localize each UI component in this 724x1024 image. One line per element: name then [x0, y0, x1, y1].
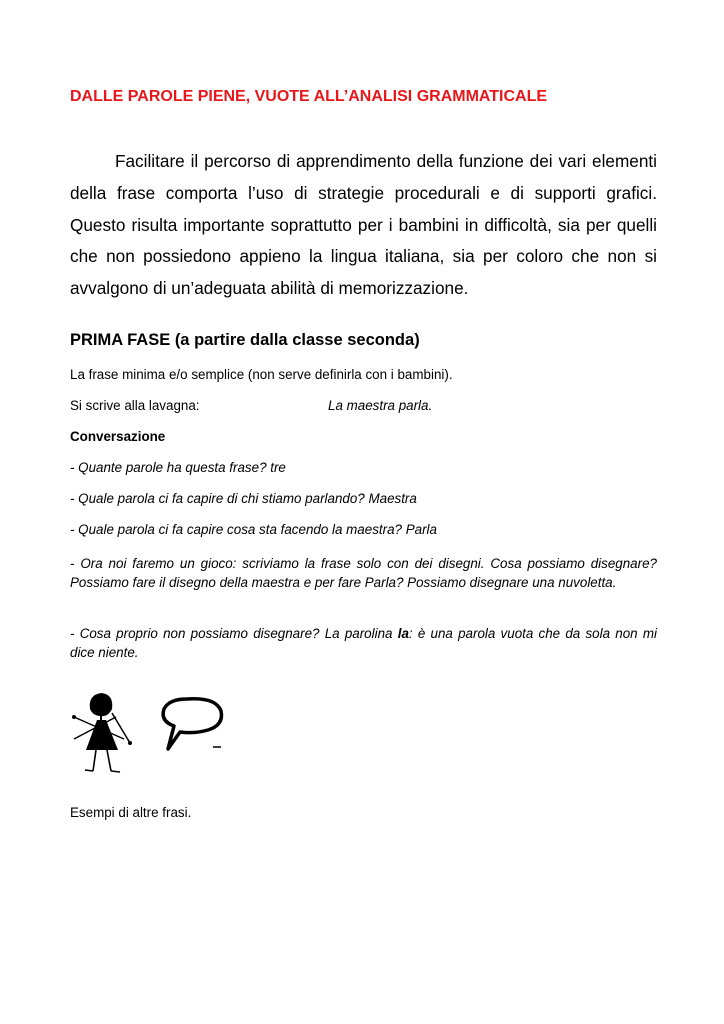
speech-bubble-icon [163, 699, 221, 749]
question-4: - Ora noi faremo un gioco: scriviamo la frase solo con dei disegni. Cosa possiamo disegnare? Possiamo fare il disegno della maestra e per fare Parla? Possiamo disegnare una nuvoletta. [70, 556, 657, 590]
board-label: Si scrive alla lavagna: [70, 398, 200, 413]
teacher-figure-icon [72, 693, 132, 772]
document-title: DALLE PAROLE PIENE, VUOTE ALL’ANALISI GRAMMATICALE [70, 88, 548, 105]
question-3: - Quale parola ci fa capire cosa sta facendo la maestra? Parla [70, 522, 437, 537]
section-heading: PRIMA FASE (a partire dalla classe seconda) [70, 331, 420, 349]
conversation-heading: Conversazione [70, 429, 166, 444]
sentence-note: La frase minima e/o semplice (non serve definirla con i bambini). [70, 367, 453, 382]
question-1: - Quante parole ha questa frase? tre [70, 460, 286, 475]
question-5 [70, 624, 657, 662]
drawings-svg [68, 683, 233, 778]
examples-label: Esempi di altre frasi. [70, 805, 192, 820]
question-2: - Quale parola ci fa capire di chi stiamo parlando? Maestra [70, 491, 417, 506]
drawings [68, 683, 233, 783]
question-5-start: - Cosa proprio non possiamo disegnare? La parolina [70, 626, 398, 641]
intro-text: Facilitare il percorso di apprendimento della funzione dei vari elementi della frase comporta l’uso di strategie procedurali e di supporti grafici. Questo risulta importante soprattutto per i bambini in difficoltà, sia per quelli che non possiedono appieno la lingua italiana, sia per coloro che non si avvalgono di un’adeguata abilità di memorizzazione. [70, 151, 657, 299]
empty-word: la [397, 626, 409, 641]
question-5-end: : è una parola vuota che da sola non mi dice niente. [70, 626, 657, 660]
intro-paragraph [70, 146, 657, 305]
board-sentence: La maestra parla. [328, 398, 433, 413]
